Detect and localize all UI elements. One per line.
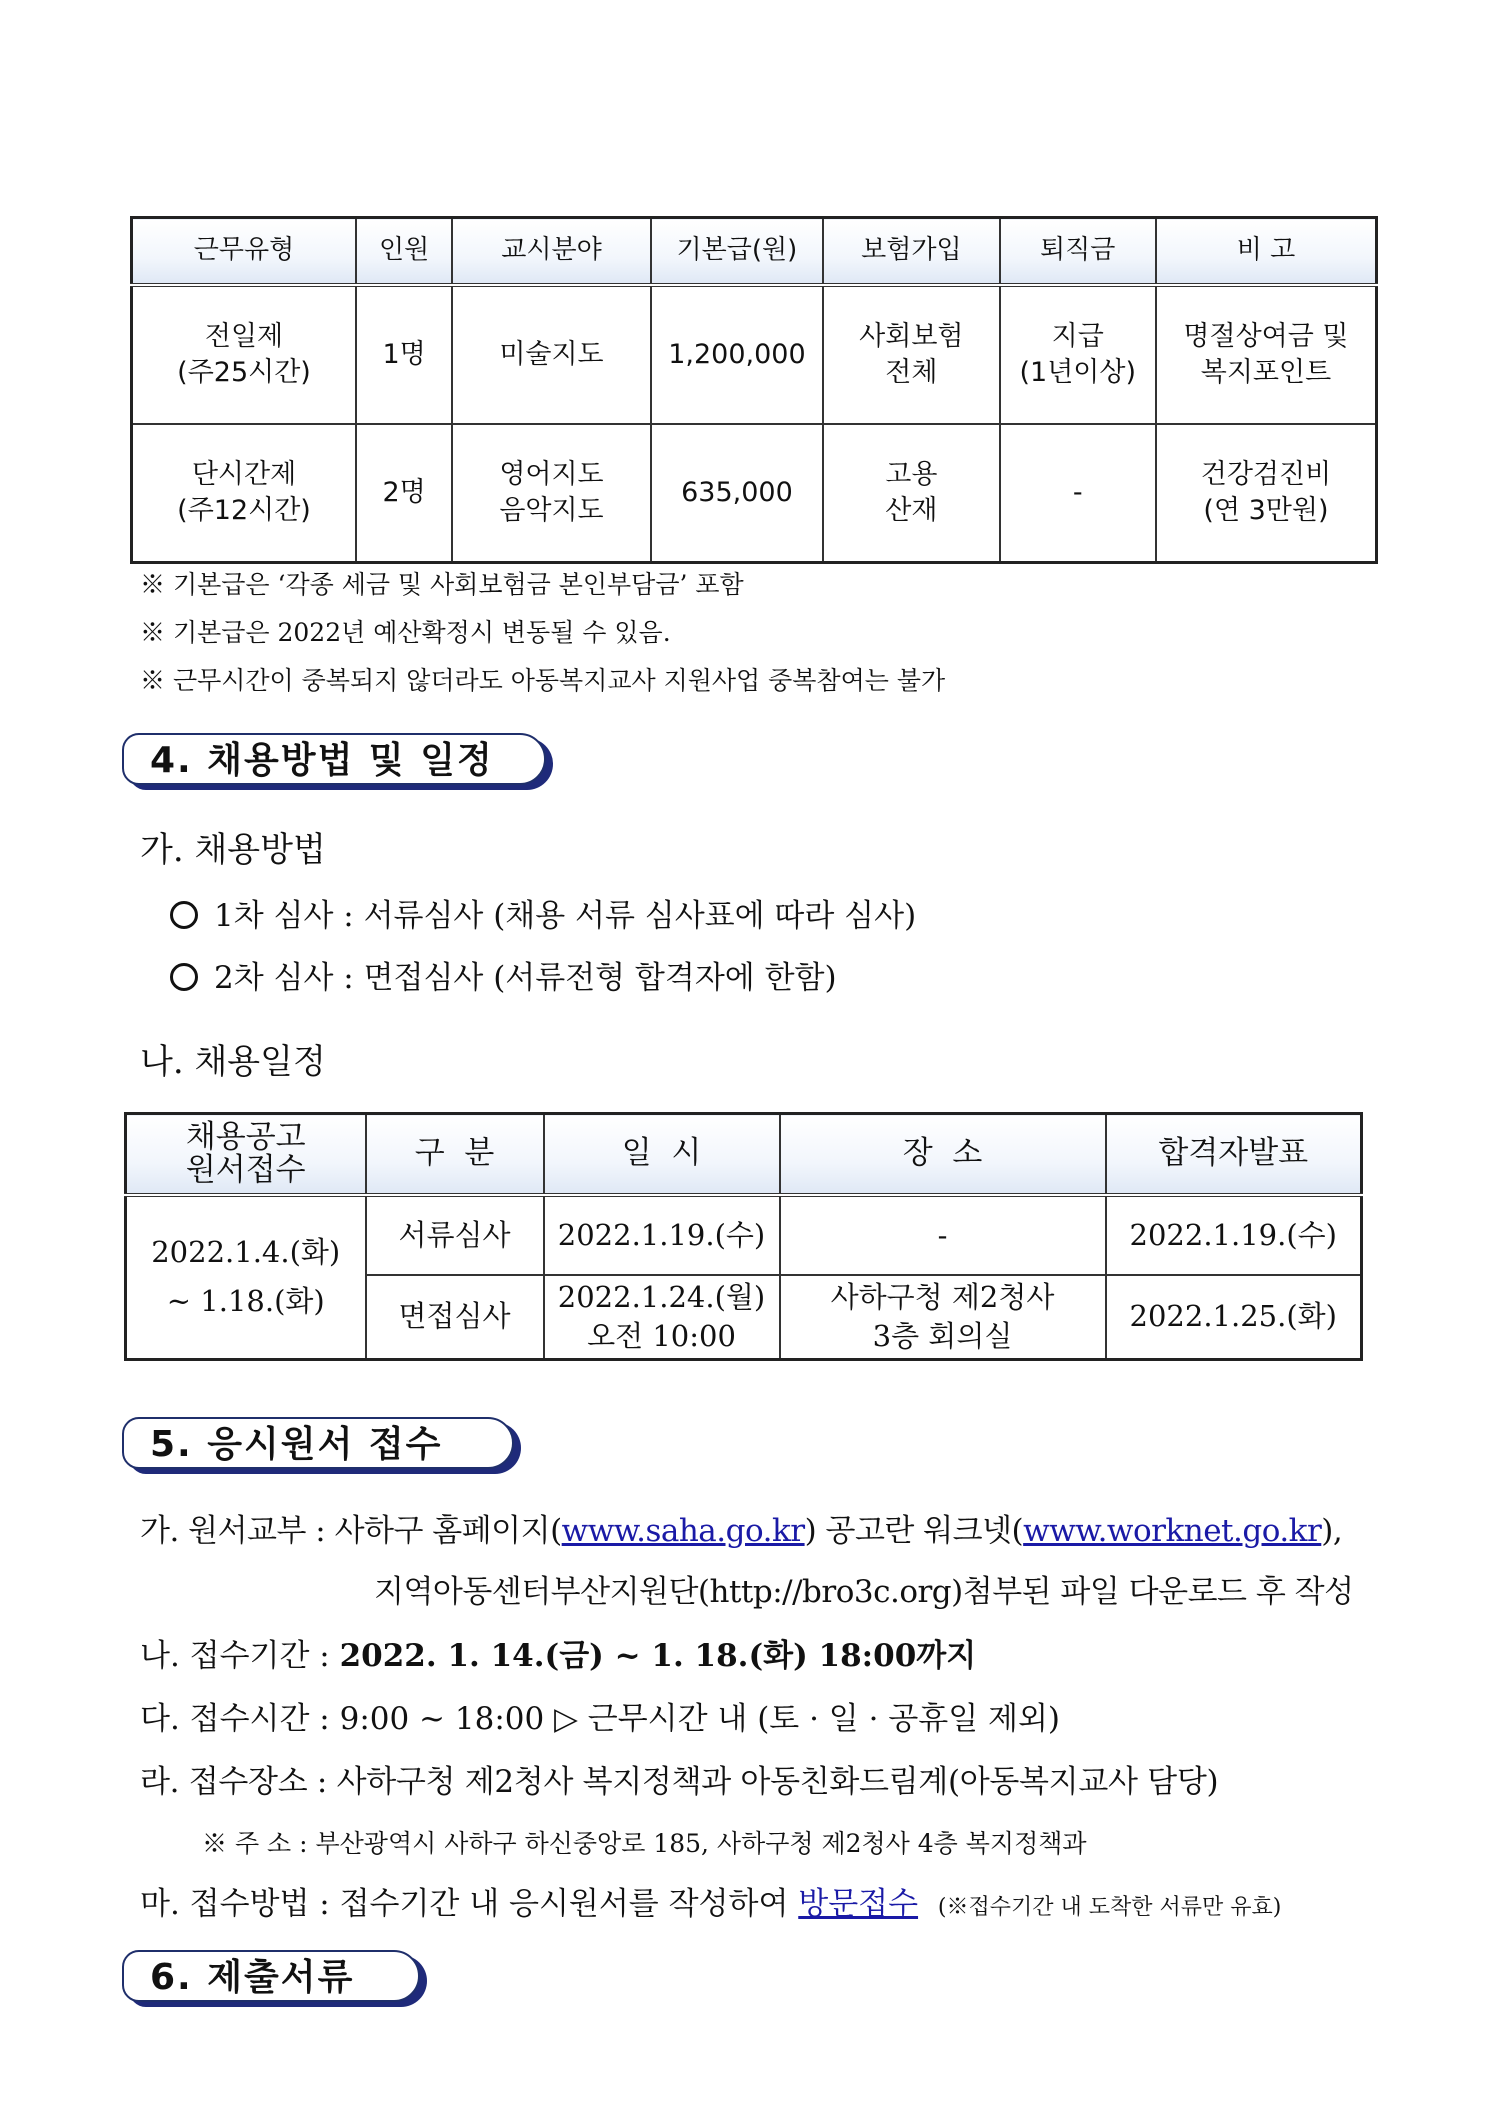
period-value: 2022. 1. 14.(금) ~ 1. 18.(화) 18:00까지: [339, 1638, 977, 1674]
table-row: [132, 424, 1377, 563]
cell-line: 3층 회의실: [872, 1318, 1013, 1353]
header-cell: 일 시: [544, 1114, 780, 1196]
cell-line: 사회보험: [859, 320, 964, 352]
saha-homepage-link[interactable]: www.saha.go.kr: [561, 1513, 805, 1549]
severance-cell: [1000, 285, 1156, 424]
address-line: ※ 주 소 : 부산광역시 사하구 하신중앙로 185, 사하구청 제2청사 4층 복지정책과: [202, 1829, 1087, 1858]
worknet-link[interactable]: www.worknet.go.kr: [1023, 1513, 1322, 1549]
field-cell: [452, 285, 650, 424]
header-cell: 장 소: [780, 1114, 1106, 1196]
list-item-text: 1차 심사 : 서류심사 (채용 서류 심사표에 따라 심사): [214, 898, 917, 934]
circle-bullet-icon: [170, 963, 198, 991]
period-line: [140, 1630, 976, 1675]
cell-line: ~ 1.18.(화): [166, 1284, 325, 1319]
hours-line: 다. 접수시간 : 9:00 ~ 18:00 ▷ 근무시간 내 (토 · 일 · 공휴일 제외): [140, 1701, 1060, 1737]
header-cell: 비 고: [1156, 218, 1377, 286]
cell-line: 음악지도: [499, 495, 604, 526]
note-line: ※ 기본급은 2022년 예산확정시 변동될 수 있음.: [140, 618, 671, 647]
visit-submission-link[interactable]: 방문접수: [798, 1886, 919, 1922]
cell-line: 단시간제: [191, 458, 297, 490]
header-cell: 퇴직금: [1000, 218, 1156, 286]
cell-line: 영어지도: [499, 458, 604, 490]
insurance-cell: [823, 424, 999, 563]
employment-conditions-table: [130, 216, 1378, 564]
remarks-cell: [1156, 285, 1377, 424]
section-5-heading: 5. 응시원서 접수: [122, 1417, 514, 1469]
salary-cell: 1,200,000: [651, 285, 823, 424]
announce-cell: 2022.1.19.(수): [1106, 1195, 1362, 1275]
header-cell: 교시분야: [452, 218, 650, 286]
header-cell: 합격자발표: [1106, 1114, 1362, 1196]
cell-line: (1년이상): [1019, 357, 1136, 388]
method-label: 마. 접수방법 : 접수기간 내 응시원서를 작성하여: [140, 1886, 799, 1922]
work-type-cell: [132, 424, 357, 563]
place-cell: -: [780, 1195, 1106, 1275]
list-item-text: 2차 심사 : 면접심사 (서류전형 합격자에 한함): [214, 960, 837, 996]
header-cell: 보험가입: [823, 218, 999, 286]
cell-line: 미술지도: [499, 338, 604, 370]
date-cell: 2022.1.19.(수): [544, 1195, 780, 1275]
method-note: (※접수기간 내 도착한 서류만 유효): [937, 1895, 1282, 1920]
headcount-cell: 2명: [356, 424, 452, 563]
distribution-label: 가. 원서교부 : 사하구 홈페이지(: [140, 1513, 562, 1549]
cell-line: 지급: [1051, 320, 1104, 352]
place-cell: [780, 1275, 1106, 1359]
table-header-row: [132, 218, 1377, 286]
cell-line: 고용: [885, 458, 938, 490]
cell-line: 2022.1.24.(월): [557, 1279, 766, 1314]
header-cell: 채용공고 원서접수: [126, 1114, 366, 1196]
header-cell: 근무유형: [132, 218, 357, 286]
header-cell: 구 분: [366, 1114, 544, 1196]
table-header-row: [126, 1114, 1362, 1196]
cell-line: 산재: [885, 495, 938, 526]
method-line: [140, 1878, 1281, 1923]
distribution-line: [140, 1505, 1342, 1550]
cell-line: 전일제: [204, 320, 284, 352]
list-item: [170, 952, 837, 997]
remarks-cell: [1156, 424, 1377, 563]
headcount-cell: 1명: [356, 285, 452, 424]
cell-line: 오전 10:00: [587, 1318, 736, 1353]
cell-line: (주12시간): [177, 495, 311, 526]
period-label: 나. 접수기간 :: [140, 1638, 340, 1674]
cell-line: 건강검진비: [1200, 458, 1332, 490]
work-type-cell: [132, 285, 357, 424]
recruitment-schedule-table: [124, 1112, 1363, 1361]
date-cell: [544, 1275, 780, 1359]
kind-cell: 면접심사: [366, 1275, 544, 1359]
distribution-line-2: 지역아동센터부산지원단(http://bro3c.org)첨부된 파일 다운로드 후 작성: [374, 1574, 1354, 1610]
cell-line: 명절상여금 및: [1183, 320, 1349, 352]
cell-line: 사하구청 제2청사: [830, 1279, 1055, 1314]
header-cell: 인원: [356, 218, 452, 286]
distribution-text: ),: [1321, 1513, 1343, 1549]
cell-line: 전체: [885, 357, 938, 388]
subheading-schedule: 나. 채용일정: [140, 1042, 326, 1082]
note-line: ※ 기본급은 ‘각종 세금 및 사회보험금 본인부담금’ 포함: [140, 570, 744, 599]
list-item: [170, 890, 916, 935]
section-6-heading: 6. 제출서류: [122, 1950, 420, 2002]
section-4-heading: 4. 채용방법 및 일정: [122, 733, 546, 785]
note-line: ※ 근무시간이 중복되지 않더라도 아동복지교사 지원사업 중복참여는 불가: [140, 666, 946, 695]
cell-line: 복지포인트: [1200, 357, 1332, 388]
announce-cell: 2022.1.25.(화): [1106, 1275, 1362, 1359]
cell-line: (연 3만원): [1203, 495, 1329, 526]
kind-cell: 서류심사: [366, 1195, 544, 1275]
field-cell: [452, 424, 650, 563]
location-line: 라. 접수장소 : 사하구청 제2청사 복지정책과 아동친화드림계(아동복지교사 담당): [140, 1764, 1219, 1800]
distribution-text: ) 공고란 워크넷(: [804, 1513, 1024, 1549]
insurance-cell: [823, 285, 999, 424]
salary-cell: 635,000: [651, 424, 823, 563]
circle-bullet-icon: [170, 901, 198, 929]
table-row: [126, 1195, 1362, 1275]
application-period-cell: [126, 1195, 366, 1359]
header-cell: 기본급(원): [651, 218, 823, 286]
cell-line: 2022.1.4.(화): [151, 1235, 341, 1270]
severance-cell: -: [1000, 424, 1156, 563]
subheading-method: 가. 채용방법: [140, 830, 326, 870]
cell-line: (주25시간): [177, 357, 311, 388]
table-row: [132, 285, 1377, 424]
